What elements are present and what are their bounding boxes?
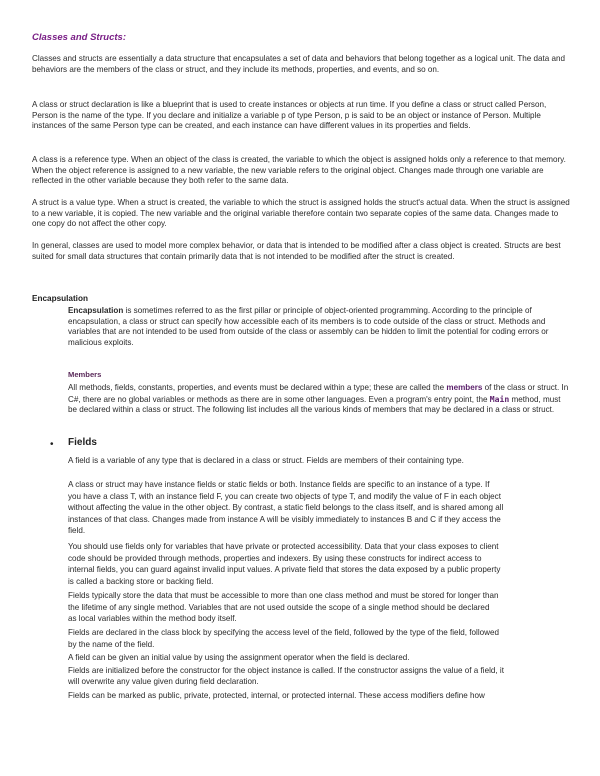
members-text-b: of the class or struct. In C#, there are no global variables or methods as there are in some other languages. Even a program's entry point, the bbox=[68, 383, 569, 404]
fields-line: instances of that class. Changes made from instance A will be visibly immediately to instances B and C if they access the bbox=[68, 514, 501, 524]
fields-line: A class or struct may have instance fields or static fields or both. Instance fields are specific to an instance of a type. If bbox=[68, 480, 490, 489]
fields-line: code should be provided through methods, properties and indexers. By using these constructs for indirect access to bbox=[68, 553, 482, 563]
fields-line: A field can be given an initial value by using the assignment operator when the field is declared. bbox=[68, 653, 410, 662]
intro-paragraph-5: In general, classes are used to model more complex behavior, or data that is intended to be modified after a class object is created. Structs are best suited for small data structures that contain primarily data that is not intended to be modified after the struct is created. bbox=[32, 241, 561, 261]
fields-bullet: • bbox=[50, 439, 54, 450]
fields-line: the lifetime of any single method. Variables that are not used outside the scope of a single method should be declared bbox=[68, 602, 490, 612]
fields-intro: A field is a variable of any type that is declared in a class or struct. Fields are members of their containing type. bbox=[68, 456, 464, 465]
members-paragraph bbox=[68, 383, 570, 416]
page-title: Classes and Structs: bbox=[32, 32, 126, 43]
intro-paragraph-4: A struct is a value type. When a struct is created, the variable to which the struct is assigned holds the struct's actual data. When the struct is assigned to a new variable, it is copied. The new variable and the original variable therefore contain two separate copies of the same data. Changes made to one copy do not affect the other copy. bbox=[32, 198, 570, 228]
main-keyword: Main bbox=[489, 393, 510, 404]
members-text-a: All methods, fields, constants, properties, and events must be declared within a type; these are called the bbox=[68, 383, 447, 392]
fields-line: Fields can be marked as public, private, protected, internal, or protected internal. These access modifiers define how bbox=[68, 691, 485, 700]
fields-line: Fields are declared in the class block by specifying the access level of the field, followed by the type of the field, followed bbox=[68, 628, 500, 637]
fields-line: internal fields, you can guard against invalid input values. A private field that stores the data exposed by a public property bbox=[68, 565, 501, 574]
intro-paragraph-2: A class or struct declaration is like a blueprint that is used to create instances or objects at run time. If you define a class or struct called Person, Person is the name of the type. If you declare and initialize a variable p of type Person, p is said to be an object or instance of Person. Multiple instances of the same Person type can be created, and each instance can have different values in its properties and fields. bbox=[32, 100, 547, 130]
encapsulation-term: Encapsulation bbox=[68, 306, 124, 315]
intro-paragraph-1: Classes and structs are essentially a data structure that encapsulates a set of data and behaviors that belong together as a logical unit. The data and behaviors are the members of the class or struct, and they include its methods, properties, and events, and so on. bbox=[32, 54, 566, 74]
fields-line: is called a backing store or backing field. bbox=[68, 576, 214, 586]
fields-line: You should use fields only for variables that have private or protected accessibility. Data that your class exposes to client bbox=[68, 542, 499, 551]
fields-line: without affecting the value in the other object. By contrast, a static field belongs to the class itself, and is shared among all bbox=[68, 503, 504, 512]
encapsulation-text: is sometimes referred to as the first pillar or principle of object-oriented programming. According to the principle of encapsulation, a class or struct can specify how accessible each of its members is to code outside of the class or struct. Methods and variables that are not intended to be used from outside of the class or assembly can be hidden to limit the potential for coding errors or malicious exploits. bbox=[68, 306, 549, 347]
fields-line: Fields typically store the data that must be accessible to more than one class method and must be stored for longer than bbox=[68, 591, 499, 600]
encapsulation-heading: Encapsulation bbox=[32, 294, 88, 303]
encapsulation-paragraph bbox=[68, 306, 570, 348]
members-text-c: method, must be declared within a class or struct. The following list includes all the various kinds of members that may be declared in a class or struct. bbox=[68, 394, 561, 414]
fields-line: as local variables within the method body itself. bbox=[68, 614, 237, 623]
fields-line: will overwrite any value given during field declaration. bbox=[68, 677, 259, 686]
fields-line: you have a class T, with an instance field F, you can create two objects of type T, and modify the value of F in each object bbox=[68, 491, 501, 501]
fields-line: field. bbox=[68, 526, 86, 535]
members-heading: Members bbox=[68, 370, 102, 379]
intro-paragraph-3: A class is a reference type. When an object of the class is created, the variable to which the object is assigned holds only a reference to that memory. When the object reference is assigned to a new variable, the new variable refers to the original object. Changes made through one variable are reflected in the other variable because they both refer to the same data. bbox=[32, 155, 566, 185]
fields-line: by the name of the field. bbox=[68, 639, 155, 649]
fields-line: Fields are initialized before the constructor for the object instance is called. If the constructor assigns the value of a field, it bbox=[68, 665, 504, 675]
fields-heading: Fields bbox=[68, 437, 97, 448]
members-term: members bbox=[446, 383, 483, 392]
